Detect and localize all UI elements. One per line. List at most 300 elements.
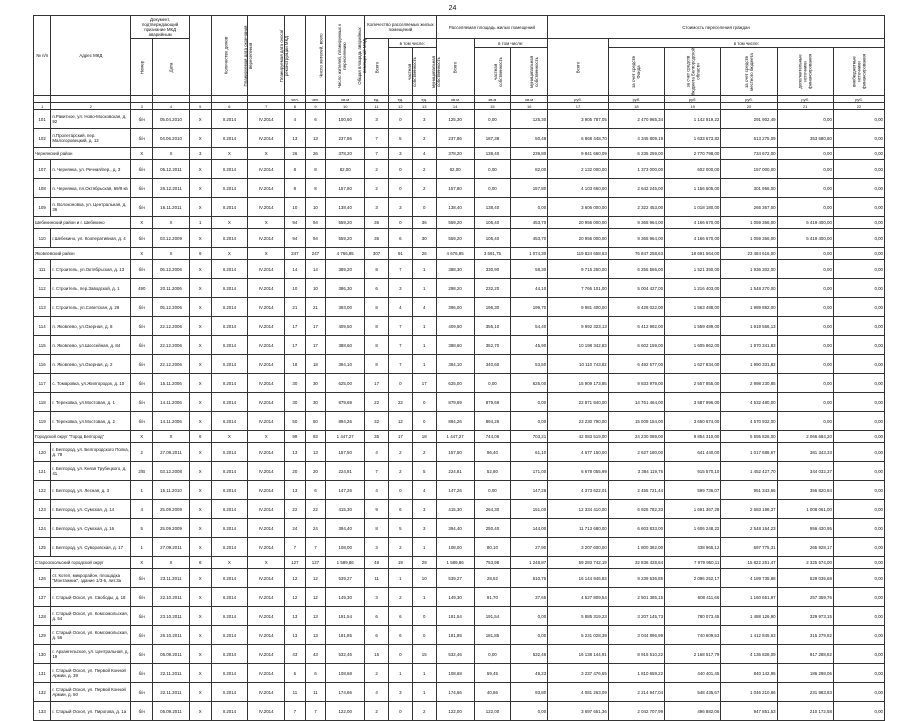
row-cell: 9 365 964,00 [608, 229, 664, 248]
row-cell: 250,40 [474, 519, 511, 538]
subtotal-cell: 42 083 519,00 [548, 431, 609, 443]
subtotal-cell: 93 [305, 431, 326, 443]
col-rooms-private: частная собственность [389, 48, 413, 96]
row-cell: X [189, 569, 211, 588]
row-cell: 409,50 [326, 317, 365, 336]
subtotal-cell: 8 [189, 557, 211, 569]
row-cell: II.2014 [211, 374, 248, 393]
row-cell: 2 [412, 179, 436, 198]
subtotal-cell: 29 [412, 557, 436, 569]
col-fund: за счет средств Фонда [608, 48, 664, 96]
table-row [34, 626, 885, 645]
row-cell: IV.2014 [248, 519, 285, 538]
row-cell: 30 [412, 229, 436, 248]
row-number: 127 [34, 588, 51, 607]
row-cell: 14 [305, 260, 326, 279]
row-cell: 03.12.2009 [153, 229, 190, 248]
row-cell: 0 [412, 626, 436, 645]
row-cell: 0,00 [511, 198, 548, 217]
row-number: 109 [34, 198, 51, 217]
row-cell: 9 981 400,00 [548, 298, 609, 317]
row-cell: 151,00 [511, 500, 548, 519]
row-cell: II.2014 [211, 179, 248, 198]
row-cell: 2 [131, 443, 153, 462]
table-row [34, 110, 885, 129]
subtotal-cell: 24 230 089,00 [608, 431, 664, 443]
row-cell: 12 [389, 412, 413, 431]
row-cell: 10 [305, 198, 326, 217]
row-cell: 298,20 [436, 279, 474, 298]
row-cell: 4 527 809,54 [548, 588, 609, 607]
row-cell: 94 [285, 229, 306, 248]
row-cell: 28,52 [474, 569, 511, 588]
row-cell: 3 237 476,65 [548, 664, 609, 683]
row-cell: 93,80 [511, 683, 548, 702]
row-cell: 125,30 [436, 110, 474, 129]
row-cell: 181,85 [326, 626, 365, 645]
unit-cell: руб. [608, 96, 664, 103]
subtotal-cell: 1 589,86 [326, 557, 365, 569]
row-cell: 0 [389, 160, 413, 179]
row-cell: 17 [365, 374, 389, 393]
row-cell: 3 [389, 279, 413, 298]
row-cell: 1 [412, 538, 436, 557]
row-cell: 2 998 230,85 [721, 374, 777, 393]
subtotal-cell: 5 595 826,00 [721, 431, 777, 443]
row-cell: 879,69 [436, 393, 474, 412]
row-number: 101 [34, 110, 51, 129]
row-cell: 105,40 [474, 229, 511, 248]
table-row [34, 279, 885, 298]
row-cell: 4 136 828,09 [721, 645, 777, 664]
row-cell: 191,54 [474, 607, 511, 626]
row-cell: 149,30 [326, 588, 365, 607]
subtotal-cell: 703,21 [511, 431, 548, 443]
row-cell: 5 885 319,23 [548, 607, 609, 626]
row-cell: 4 [365, 443, 389, 462]
unit-cell [153, 96, 190, 103]
row-cell: 625,00 [511, 374, 548, 393]
row-cell: II.2014 [211, 355, 248, 374]
row-cell: 52,80 [474, 462, 511, 481]
row-cell: 396,00 [436, 298, 474, 317]
row-cell: 0,00 [833, 298, 884, 317]
row-cell: 17 [412, 374, 436, 393]
row-address: г. Старый Оскол, ул. Свободы, д. 18 [51, 588, 131, 607]
table-row [34, 393, 885, 412]
row-cell: 8 [285, 179, 306, 198]
row-cell: 0,00 [777, 198, 833, 217]
row-cell: 496 882,06 [665, 702, 721, 721]
row-cell: 6 [389, 229, 413, 248]
row-cell: 532,46 [326, 645, 365, 664]
row-cell: 386,30 [326, 279, 365, 298]
row-cell: 20 [285, 462, 306, 481]
row-cell: б/н [131, 374, 153, 393]
subtotal-cell: 4 166 670,00 [665, 217, 721, 229]
col-extra: дополнительные источники финансирования [777, 48, 833, 96]
subtotal-cell: 559,20 [326, 217, 365, 229]
row-cell: 15.11.2006 [153, 374, 190, 393]
row-cell: 4 103 660,00 [548, 179, 609, 198]
table-row [34, 160, 885, 179]
row-cell: 45,90 [511, 336, 548, 355]
table-header [34, 16, 885, 110]
subtotal-cell: 753,98 [474, 557, 511, 569]
row-cell: II.2014 [211, 260, 248, 279]
row-cell: IV.2014 [248, 462, 285, 481]
row-cell: 6 255 566,00 [608, 260, 664, 279]
row-cell: 06.12.2006 [153, 260, 190, 279]
row-cell: 37,65 [511, 588, 548, 607]
subtotal-cell: 1 [189, 217, 211, 229]
subtotal-cell: 26 [305, 148, 326, 160]
row-cell: 13 [285, 443, 306, 462]
row-cell: 15 009 154,00 [608, 412, 664, 431]
table-row [34, 664, 885, 683]
row-cell: 1 605 862,00 [665, 336, 721, 355]
row-cell: 529 035,68 [777, 569, 833, 588]
col-cost-group: Стоимость переселения граждан [548, 16, 885, 39]
row-cell: 6 419 400,00 [777, 229, 833, 248]
row-cell: 356 820,84 [777, 481, 833, 500]
row-cell: X [189, 198, 211, 217]
column-index-cell: 22 [833, 103, 884, 110]
row-cell: 191,54 [436, 607, 474, 626]
row-cell: II.2014 [211, 481, 248, 500]
row-cell: 05.04.2010 [153, 110, 190, 129]
row-number: 128 [34, 607, 51, 626]
subtotal-cell: X [153, 557, 190, 569]
row-cell: 50 [285, 412, 306, 431]
table-row [34, 298, 885, 317]
row-cell: IV.2014 [248, 481, 285, 500]
row-cell: 4 532 480,00 [721, 393, 777, 412]
row-cell: 947 851,53 [721, 702, 777, 721]
row-cell: 9 833 979,00 [608, 374, 664, 393]
row-cell: X [189, 298, 211, 317]
row-cell: 43 [285, 645, 306, 664]
column-index-cell: 13 [412, 103, 436, 110]
subtotal-cell: 6 419 400,00 [777, 217, 833, 229]
row-number: 111 [34, 260, 51, 279]
row-cell: 0 [389, 481, 413, 500]
row-cell: 6 925 782,33 [608, 500, 664, 519]
row-cell: II.2014 [211, 279, 248, 298]
row-cell: 9 715 250,00 [548, 260, 609, 279]
row-number: 123 [34, 500, 51, 519]
row-cell: IV.2014 [248, 260, 285, 279]
row-cell: 0,00 [777, 412, 833, 431]
row-cell: 20 956 000,00 [548, 229, 609, 248]
row-cell: 27,90 [511, 538, 548, 557]
row-cell: II.2014 [211, 569, 248, 588]
row-cell: 330,90 [474, 260, 511, 279]
col-planned-end: Планируемая дата окончания переселения [211, 16, 248, 96]
subtotal-cell: X [248, 431, 285, 443]
row-cell: 0,00 [777, 179, 833, 198]
district-subtotal-row [34, 248, 885, 260]
row-address: п. Яковлево, ул.Озерная, д. 8 [51, 317, 131, 336]
row-cell: 1 559 489,00 [665, 317, 721, 336]
row-cell: 15 [412, 645, 436, 664]
row-cell: 1 216 403,00 [665, 279, 721, 298]
row-cell: IV.2014 [248, 626, 285, 645]
row-cell: 559,20 [326, 229, 365, 248]
subtotal-cell: 15 822 251,47 [721, 557, 777, 569]
row-cell: 340,60 [474, 355, 511, 374]
col-address: Адрес МКД [51, 16, 131, 96]
row-cell: 58,30 [511, 260, 548, 279]
row-cell: 0,00 [833, 160, 884, 179]
row-cell: 7 [305, 538, 326, 557]
row-cell: 237,86 [326, 129, 365, 148]
column-index-cell: 1 [34, 103, 51, 110]
subtotal-cell: 0,00 [777, 248, 833, 260]
row-cell: 6 [305, 664, 326, 683]
subtotal-cell: 36 [365, 217, 389, 229]
row-cell: 3 [412, 110, 436, 129]
row-cell: 0,00 [833, 279, 884, 298]
row-cell: 510,75 [511, 569, 548, 588]
table-row [34, 355, 885, 374]
col-doc-number: Номер [131, 39, 153, 96]
row-cell: 2 096 252,17 [665, 569, 721, 588]
subtotal-cell: 0,00 [833, 557, 884, 569]
row-cell: X [189, 393, 211, 412]
unit-cell: кв.м [436, 96, 474, 103]
row-cell: 16 138 144,91 [548, 645, 609, 664]
row-cell: 1 008 061,00 [777, 500, 833, 519]
row-cell: 82,00 [436, 160, 474, 179]
row-cell: 05.12.2006 [153, 298, 190, 317]
row-cell: 3 606 000,00 [548, 198, 609, 217]
row-cell: 355,10 [474, 317, 511, 336]
row-cell: 0,00 [833, 443, 884, 462]
subtotal-cell: 18 691 564,00 [665, 248, 721, 260]
row-cell: 108,68 [326, 664, 365, 683]
row-number: 119 [34, 412, 51, 431]
subtotal-cell: 9 365 964,00 [608, 217, 664, 229]
row-cell: 237,86 [436, 129, 474, 148]
row-cell: 388,30 [436, 260, 474, 279]
row-cell: 138,40 [436, 198, 474, 217]
row-cell: 22 [285, 500, 306, 519]
row-cell: 16.11.2011 [153, 198, 190, 217]
row-cell: X [189, 260, 211, 279]
table-body [34, 110, 885, 721]
col-rooms-total: Всего [365, 39, 389, 96]
row-cell: 2 [412, 160, 436, 179]
row-cell: 157,80 [511, 179, 548, 198]
row-cell: X [189, 607, 211, 626]
row-cell: 22.12.2006 [153, 336, 190, 355]
row-cell: 0,00 [833, 607, 884, 626]
subtotal-cell: X [211, 248, 248, 260]
row-cell: 108,68 [436, 664, 474, 683]
row-cell: 394,40 [436, 519, 474, 538]
column-index-cell: 9 [305, 103, 326, 110]
row-number: 131 [34, 664, 51, 683]
row-cell: 780 073,45 [665, 607, 721, 626]
row-cell: 490 [131, 279, 153, 298]
subtotal-cell: 119 824 658,63 [548, 248, 609, 260]
row-cell: 4 [131, 500, 153, 519]
row-cell: 9 239 536,85 [608, 569, 664, 588]
row-cell: 879,69 [474, 393, 511, 412]
row-cell: 210 172,58 [777, 702, 833, 721]
subtotal-cell: X [211, 217, 248, 229]
row-cell: 138,40 [474, 198, 511, 217]
row-cell: 0,00 [833, 317, 884, 336]
column-index-cell: 20 [721, 103, 777, 110]
row-cell: 14 [285, 260, 306, 279]
row-number: 108 [34, 179, 51, 198]
row-cell: 0 [412, 607, 436, 626]
row-cell: 388,60 [326, 336, 365, 355]
row-cell: 6 492 577,00 [608, 355, 664, 374]
row-cell: 53,50 [511, 355, 548, 374]
row-cell: 0,00 [833, 645, 884, 664]
row-address: г. Белгород, ул. Сумская, д. 14 [51, 500, 131, 519]
row-cell: 2 [365, 664, 389, 683]
row-cell: X [189, 336, 211, 355]
row-cell: 0,00 [833, 683, 884, 702]
row-cell: б/н [131, 198, 153, 217]
subtotal-cell: 6 [189, 431, 211, 443]
table-row [34, 462, 885, 481]
row-cell: 100,60 [326, 110, 365, 129]
row-cell: 0,00 [833, 229, 884, 248]
column-index-cell: 17 [548, 103, 609, 110]
row-address: г. Старый Оскол, ул. Первой Конной Армии, д. 50 [51, 683, 131, 702]
district-name: Шебекинский район и г. Шебекино [34, 217, 131, 229]
subtotal-cell: 17 [389, 431, 413, 443]
row-cell: 265 928,17 [777, 538, 833, 557]
row-cell: 0,00 [777, 336, 833, 355]
row-cell: 0,00 [833, 481, 884, 500]
row-cell: 559,20 [436, 229, 474, 248]
subtotal-cell: 94 [285, 217, 306, 229]
row-cell: 440 401,45 [665, 664, 721, 683]
row-cell: 1 633 673,82 [665, 129, 721, 148]
row-cell: 61,10 [511, 443, 548, 462]
row-cell: б/н [131, 393, 153, 412]
row-number: 133 [34, 702, 51, 721]
subtotal-cell: 453,70 [511, 217, 548, 229]
column-index-cell: 21 [777, 103, 833, 110]
row-cell: II.2014 [211, 519, 248, 538]
row-cell: 3 384 119,76 [608, 462, 664, 481]
row-cell: 15 [365, 645, 389, 664]
row-cell: 0,00 [474, 645, 511, 664]
row-cell: 2 557 855,00 [665, 374, 721, 393]
row-address: г. Белгород, ул. Суворовская, д. 17 [51, 538, 131, 557]
row-cell: 10 [305, 279, 326, 298]
row-cell: 1 [412, 317, 436, 336]
row-cell: 157,50 [436, 443, 474, 462]
row-cell: 22 [305, 500, 326, 519]
row-cell: 0,00 [777, 260, 833, 279]
row-cell: 409,50 [436, 317, 474, 336]
row-cell: 191,54 [326, 607, 365, 626]
row-cell: 122,00 [436, 702, 474, 721]
row-cell: 4 570 932,00 [721, 412, 777, 431]
row-cell: 144,00 [511, 519, 548, 538]
row-cell: 0 [389, 179, 413, 198]
row-cell: 43 [305, 645, 326, 664]
row-cell: 4 081 263,09 [548, 683, 609, 702]
subtotal-cell: 2 325 574,00 [777, 557, 833, 569]
row-cell: 2 501 385,15 [608, 588, 664, 607]
row-address: г. Архангельское, ул. Центральная, д. 19 [51, 645, 131, 664]
subtotal-cell: X [131, 557, 153, 569]
row-cell: 49,23 [511, 664, 548, 683]
row-cell: 8 [305, 179, 326, 198]
row-cell: 0,00 [833, 110, 884, 129]
row-cell: 20.11.2006 [153, 279, 190, 298]
row-cell: 453,70 [511, 229, 548, 248]
row-cell: 917 288,82 [777, 645, 833, 664]
row-cell: 23.11.2011 [153, 569, 190, 588]
row-cell: X [189, 645, 211, 664]
subtotal-cell: 94 [305, 217, 326, 229]
row-cell: 13 [285, 481, 306, 500]
column-index-cell: 15 [474, 103, 511, 110]
row-cell: IV.2014 [248, 374, 285, 393]
row-cell: 1 [131, 481, 153, 500]
row-cell: 6 868 448,70 [548, 129, 609, 148]
row-cell: 353 680,60 [777, 129, 833, 148]
subtotal-cell: X [248, 217, 285, 229]
unit-cell: руб. [777, 96, 833, 103]
column-index-cell: 6 [211, 103, 248, 110]
row-cell: 122,00 [474, 702, 511, 721]
col-num: № п/п [34, 16, 51, 96]
row-cell: 4 677 150,00 [548, 443, 609, 462]
subtotal-cell: 307 [365, 248, 389, 260]
row-cell: 0,00 [833, 588, 884, 607]
row-cell: 17 [305, 336, 326, 355]
row-cell: 199,70 [511, 298, 548, 317]
column-index-cell: 11 [365, 103, 389, 110]
row-cell: 539,27 [326, 569, 365, 588]
row-address: г. Старый Оскол, ул. Комсомольская, д. 54 [51, 607, 131, 626]
subtotal-cell: 247 [305, 248, 326, 260]
row-cell: 14.11.2006 [153, 412, 190, 431]
row-cell: IV.2014 [248, 298, 285, 317]
row-cell: 301 956,00 [721, 179, 777, 198]
row-cell: 5 004 427,00 [608, 279, 664, 298]
row-cell: 22 [365, 393, 389, 412]
row-cell: 956 430,95 [777, 519, 833, 538]
row-cell: 24 [285, 519, 306, 538]
row-cell: 05.09.2011 [153, 702, 190, 721]
row-cell: 196,30 [474, 298, 511, 317]
row-address: г. Тереховка, ул.Мостовая, д. 2 [51, 412, 131, 431]
row-cell: 22.12.2006 [153, 317, 190, 336]
row-cell: 6 602 159,00 [608, 336, 664, 355]
row-cell: 315 279,82 [777, 626, 833, 645]
row-cell: 3 044 896,99 [608, 626, 664, 645]
row-cell: X [189, 279, 211, 298]
row-cell: 3 [412, 500, 436, 519]
row-cell: X [189, 588, 211, 607]
row-cell: 26.10.2011 [153, 626, 190, 645]
row-cell: 7 [389, 260, 413, 279]
table-row [34, 129, 885, 148]
row-cell: 0,00 [511, 393, 548, 412]
